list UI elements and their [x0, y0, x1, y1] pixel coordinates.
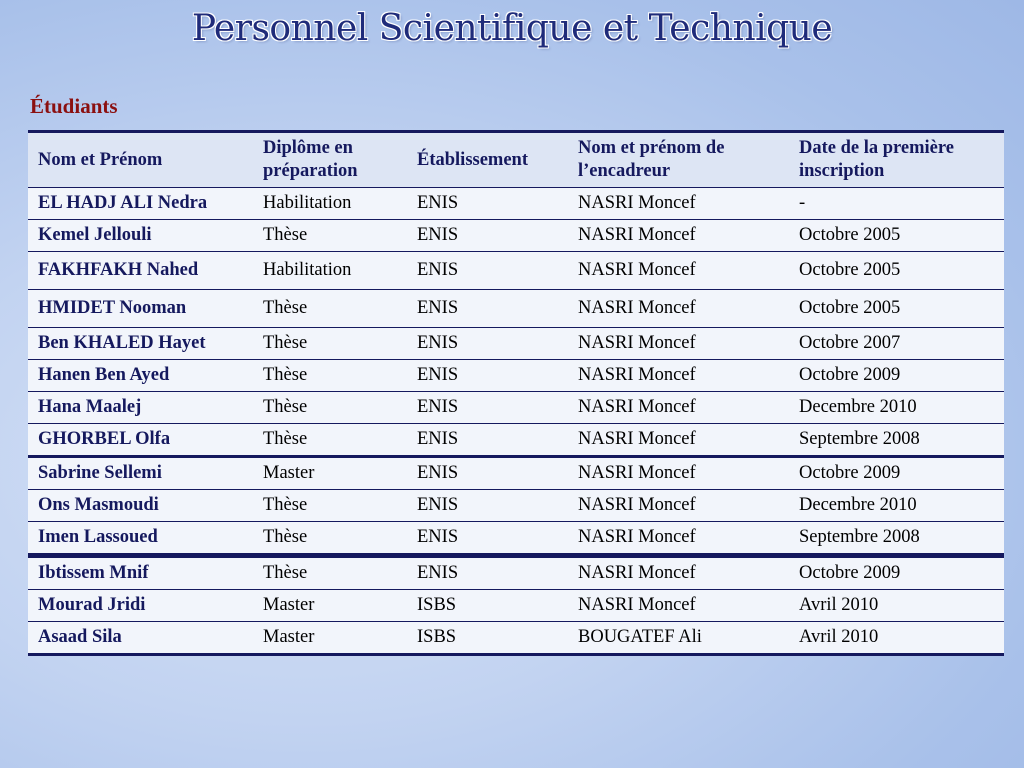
- table-row: [28, 424, 1004, 457]
- table-row: [28, 556, 1004, 590]
- cell-diplome: Master: [263, 463, 315, 483]
- cell-encadreur: NASRI Moncef: [578, 225, 696, 245]
- table-row: [28, 490, 1004, 522]
- cell-name: EL HADJ ALI Nedra: [38, 193, 208, 213]
- cell-etablissement: ENIS: [417, 527, 459, 547]
- cell-name: Ons Masmoudi: [38, 495, 159, 515]
- cell-encadreur: NASRI Moncef: [578, 333, 696, 353]
- cell-diplome: Thèse: [263, 298, 308, 318]
- cell-diplome: Thèse: [263, 333, 308, 353]
- cell-diplome: Thèse: [263, 397, 308, 417]
- cell-etablissement: ENIS: [417, 365, 459, 385]
- cell-encadreur: NASRI Moncef: [578, 595, 696, 615]
- table-row: [28, 252, 1004, 290]
- cell-encadreur: NASRI Moncef: [578, 429, 696, 449]
- cell-date: Octobre 2009: [799, 463, 901, 483]
- table-row: [28, 392, 1004, 424]
- cell-name: HMIDET Nooman: [38, 298, 187, 318]
- cell-name: Hana Maalej: [38, 397, 142, 417]
- cell-name: Imen Lassoued: [38, 527, 158, 547]
- table-row: [28, 328, 1004, 360]
- header-diplome: Diplôme en préparation: [263, 138, 358, 181]
- header-encadreur: Nom et prénom de l’encadreur: [578, 138, 725, 181]
- cell-etablissement: ISBS: [417, 595, 457, 615]
- cell-diplome: Thèse: [263, 527, 308, 547]
- table-row: [28, 188, 1004, 220]
- cell-etablissement: ENIS: [417, 397, 459, 417]
- cell-etablissement: ENIS: [417, 193, 459, 213]
- cell-name: Ibtissem Mnif: [38, 563, 149, 583]
- slide-title: Personnel Scientifique et Technique: [191, 8, 833, 49]
- table-row: [28, 622, 1004, 655]
- cell-etablissement: ENIS: [417, 563, 459, 583]
- cell-encadreur: NASRI Moncef: [578, 365, 696, 385]
- cell-etablissement: ENIS: [417, 298, 459, 318]
- cell-encadreur: NASRI Moncef: [578, 193, 696, 213]
- cell-date: Septembre 2008: [799, 527, 920, 547]
- table-row: [28, 290, 1004, 328]
- section-heading: Étudiants: [30, 94, 118, 118]
- cell-encadreur: NASRI Moncef: [578, 397, 696, 417]
- cell-date: Decembre 2010: [799, 397, 917, 417]
- cell-date: Octobre 2005: [799, 225, 901, 245]
- header-nom: Nom et Prénom: [38, 149, 163, 170]
- cell-name: GHORBEL Olfa: [38, 429, 171, 449]
- header-date: Date de la première inscription: [799, 138, 954, 181]
- cell-encadreur: NASRI Moncef: [578, 495, 696, 515]
- cell-diplome: Habilitation: [263, 193, 352, 213]
- cell-encadreur: BOUGATEF Ali: [578, 627, 702, 647]
- cell-diplome: Thèse: [263, 495, 308, 515]
- cell-encadreur: NASRI Moncef: [578, 260, 696, 280]
- table-row: [28, 457, 1004, 490]
- cell-encadreur: NASRI Moncef: [578, 463, 696, 483]
- cell-etablissement: ENIS: [417, 495, 459, 515]
- cell-etablissement: ENIS: [417, 429, 459, 449]
- cell-etablissement: ENIS: [417, 225, 459, 245]
- cell-date: Avril 2010: [799, 627, 879, 647]
- cell-date: Octobre 2009: [799, 563, 901, 583]
- cell-etablissement: ENIS: [417, 333, 459, 353]
- cell-etablissement: ENIS: [417, 260, 459, 280]
- cell-name: Mourad Jridi: [38, 595, 146, 615]
- cell-diplome: Thèse: [263, 563, 308, 583]
- cell-date: Septembre 2008: [799, 429, 920, 449]
- cell-diplome: Master: [263, 627, 315, 647]
- table-row: [28, 360, 1004, 392]
- table-row: [28, 220, 1004, 252]
- cell-date: -: [799, 193, 806, 213]
- cell-encadreur: NASRI Moncef: [578, 527, 696, 547]
- cell-encadreur: NASRI Moncef: [578, 563, 696, 583]
- students-table: [28, 130, 1004, 656]
- cell-encadreur: NASRI Moncef: [578, 298, 696, 318]
- cell-diplome: Thèse: [263, 429, 308, 449]
- header-etablissement: Établissement: [417, 149, 528, 170]
- table-row: [28, 590, 1004, 622]
- cell-diplome: Thèse: [263, 365, 308, 385]
- cell-date: Decembre 2010: [799, 495, 917, 515]
- cell-diplome: Thèse: [263, 225, 308, 245]
- cell-name: Kemel Jellouli: [38, 225, 152, 245]
- cell-date: Octobre 2005: [799, 260, 901, 280]
- cell-name: Ben KHALED Hayet: [38, 333, 206, 353]
- cell-date: Avril 2010: [799, 595, 879, 615]
- cell-diplome: Master: [263, 595, 315, 615]
- table-header-row: [28, 132, 1004, 188]
- cell-name: Sabrine Sellemi: [38, 463, 162, 483]
- cell-date: Octobre 2009: [799, 365, 901, 385]
- cell-date: Octobre 2007: [799, 333, 901, 353]
- cell-date: Octobre 2005: [799, 298, 901, 318]
- cell-diplome: Habilitation: [263, 260, 352, 280]
- cell-name: Asaad Sila: [38, 627, 122, 647]
- cell-name: FAKHFAKH Nahed: [38, 260, 199, 280]
- table-row: [28, 522, 1004, 556]
- cell-name: Hanen Ben Ayed: [38, 365, 170, 385]
- cell-etablissement: ENIS: [417, 463, 459, 483]
- cell-etablissement: ISBS: [417, 627, 457, 647]
